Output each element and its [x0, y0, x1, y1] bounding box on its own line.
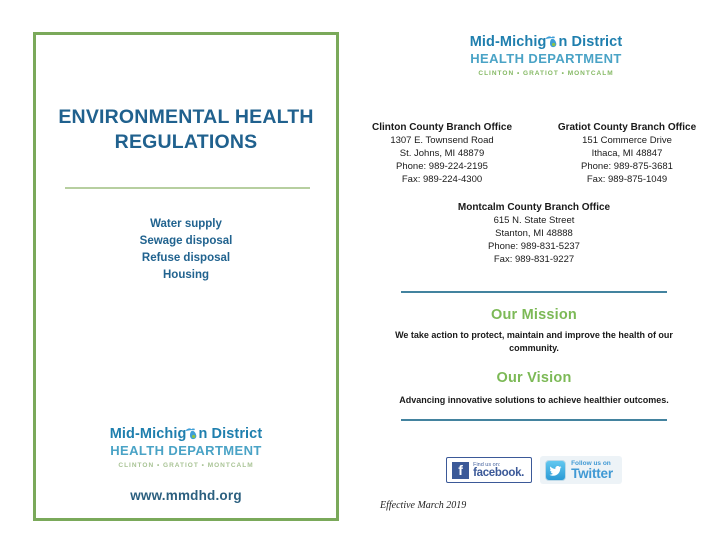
- facebook-icon: f: [452, 462, 469, 479]
- mmdhd-logo: [36, 425, 336, 469]
- section-divider-bottom: [401, 419, 667, 421]
- mmdhd-logo: [384, 33, 708, 77]
- office-address-line2: Ithaca, MI 48847: [591, 148, 663, 159]
- office-name: Montcalm County Branch Office: [457, 202, 611, 213]
- office-gratiot: [542, 121, 712, 186]
- facebook-label: facebook.: [473, 466, 525, 479]
- office-name: Gratiot County Branch Office: [557, 122, 697, 133]
- vision-text: Advancing innovative solutions to achieve healthier outcomes.: [399, 395, 669, 405]
- logo-name: [384, 33, 708, 50]
- office-phone: Phone: 989-875-3681: [581, 161, 673, 172]
- office-address-line1: 151 Commerce Drive: [582, 135, 672, 146]
- twitter-badge[interactable]: [540, 456, 622, 484]
- office-address-line1: 1307 E. Townsend Road: [390, 135, 494, 146]
- back-cover-page: [372, 0, 696, 556]
- topic-item: Sewage disposal: [139, 235, 233, 247]
- topics-list: [36, 216, 336, 284]
- facebook-badge-text: [473, 462, 524, 479]
- office-fax: Fax: 989-875-1049: [586, 174, 668, 185]
- logo-department: HEALTH DEPARTMENT: [110, 443, 262, 458]
- office-phone: Phone: 989-224-2195: [396, 161, 488, 172]
- office-name: Clinton County Branch Office: [372, 122, 512, 133]
- office-address-line2: St. Johns, MI 48879: [399, 148, 485, 159]
- logo-name: [36, 425, 336, 442]
- office-fax: Fax: 989-224-4300: [401, 174, 483, 185]
- twitter-bird-icon: [545, 460, 566, 481]
- logo-department: HEALTH DEPARTMENT: [470, 51, 622, 66]
- topic-item: Housing: [163, 269, 209, 281]
- mission-heading: Our Mission: [491, 307, 577, 323]
- logo-name-prefix: Mid-Michig: [109, 426, 187, 442]
- section-divider-top: [401, 291, 667, 293]
- twitter-label: Twitter: [571, 466, 613, 481]
- topic-item: Water supply: [150, 218, 222, 230]
- vision-heading: Our Vision: [496, 370, 572, 386]
- office-phone: Phone: 989-831-5237: [488, 241, 580, 252]
- twitter-caption: Follow us on: [571, 460, 611, 467]
- branch-offices-row: [372, 121, 696, 191]
- mission-text: We take action to protect, maintain and improve the health of our community.: [395, 330, 673, 353]
- office-address-line2: Stanton, MI 48888: [495, 228, 573, 239]
- website-link[interactable]: www.mmdhd.org: [130, 488, 242, 503]
- logo-tagline: CLINTON • GRATIOT • MONTCALM: [118, 462, 254, 469]
- title-divider: [65, 187, 310, 189]
- logo-name-suffix: n District: [558, 34, 623, 50]
- page-title: ENVIRONMENTAL HEALTH REGULATIONS: [58, 106, 314, 153]
- office-address-line1: 615 N. State Street: [493, 215, 575, 226]
- logo-name-prefix: Mid-Michig: [469, 34, 547, 50]
- logo-tagline: CLINTON • GRATIOT • MONTCALM: [478, 70, 614, 77]
- topic-item: Refuse disposal: [141, 252, 231, 264]
- twitter-badge-text: [571, 460, 613, 480]
- facebook-caption: Find us on:: [473, 461, 501, 468]
- facebook-badge[interactable]: [446, 457, 532, 483]
- office-fax: Fax: 989-831-9227: [493, 254, 575, 265]
- office-clinton: [357, 121, 527, 186]
- office-montcalm: [372, 201, 696, 266]
- logo-name-suffix: n District: [198, 426, 263, 442]
- social-badges-row: [372, 456, 696, 484]
- front-cover-page: [33, 32, 339, 521]
- effective-date: Effective March 2019: [380, 500, 467, 511]
